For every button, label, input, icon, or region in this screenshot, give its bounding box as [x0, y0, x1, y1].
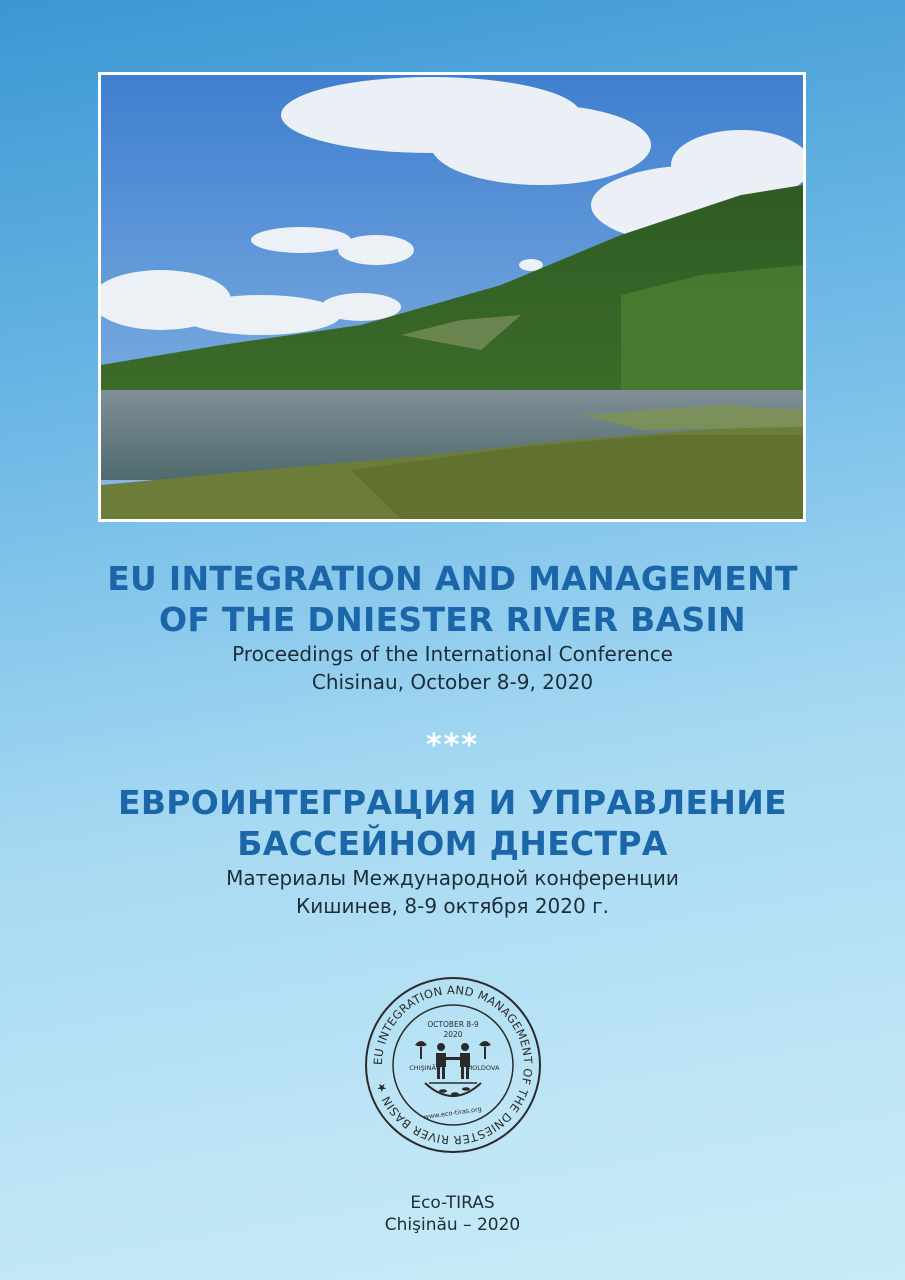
english-title-line-2: OF THE DNIESTER RIVER BASIN — [159, 600, 746, 639]
russian-title-block — [0, 782, 905, 920]
russian-title-line-1: ЕВРОИНТЕГРАЦИЯ И УПРАВЛЕНИЕ — [118, 783, 787, 822]
english-title-block — [0, 558, 905, 696]
seal-ring-text: EU INTEGRATION AND MANAGEMENT OF THE DNIESTER RIVER BASIN ★ — [370, 982, 536, 1148]
seal-figures-icon — [415, 1041, 491, 1079]
seal-city: CHIŞINĂU — [409, 1064, 441, 1072]
english-place-date: Chisinau, October 8-9, 2020 — [311, 670, 594, 694]
cover-photo-dniester-river — [98, 72, 806, 522]
seal-year: 2020 — [443, 1030, 463, 1039]
english-title-line-1: EU INTEGRATION AND MANAGEMENT — [107, 559, 798, 598]
publisher-city-year: Chişinău – 2020 — [384, 1215, 521, 1235]
seal-fish-bowl-icon — [425, 1083, 481, 1096]
russian-title-line-2: БАССЕЙНОМ ДНЕСТРА — [237, 824, 668, 863]
landscape-illustration — [101, 75, 803, 519]
seal-date: OCTOBER 8-9 — [427, 1020, 479, 1029]
english-subtitle: Proceedings of the International Conference — [232, 642, 673, 666]
separator-stars: *** — [425, 728, 480, 763]
russian-place-date: Кишинев, 8-9 октября 2020 г. — [296, 894, 609, 918]
publisher-block — [0, 1192, 905, 1236]
seal-website: www.eco-tiras.org — [423, 1104, 483, 1122]
seal-country: MOLDOVA — [466, 1064, 500, 1072]
conference-seal-logo — [363, 975, 543, 1155]
publisher-name: Eco-TIRAS — [410, 1193, 495, 1213]
svg-text:EU INTEGRATION AND MANAGEMENT — [371, 983, 535, 1147]
russian-subtitle: Материалы Международной конференции — [226, 866, 679, 890]
